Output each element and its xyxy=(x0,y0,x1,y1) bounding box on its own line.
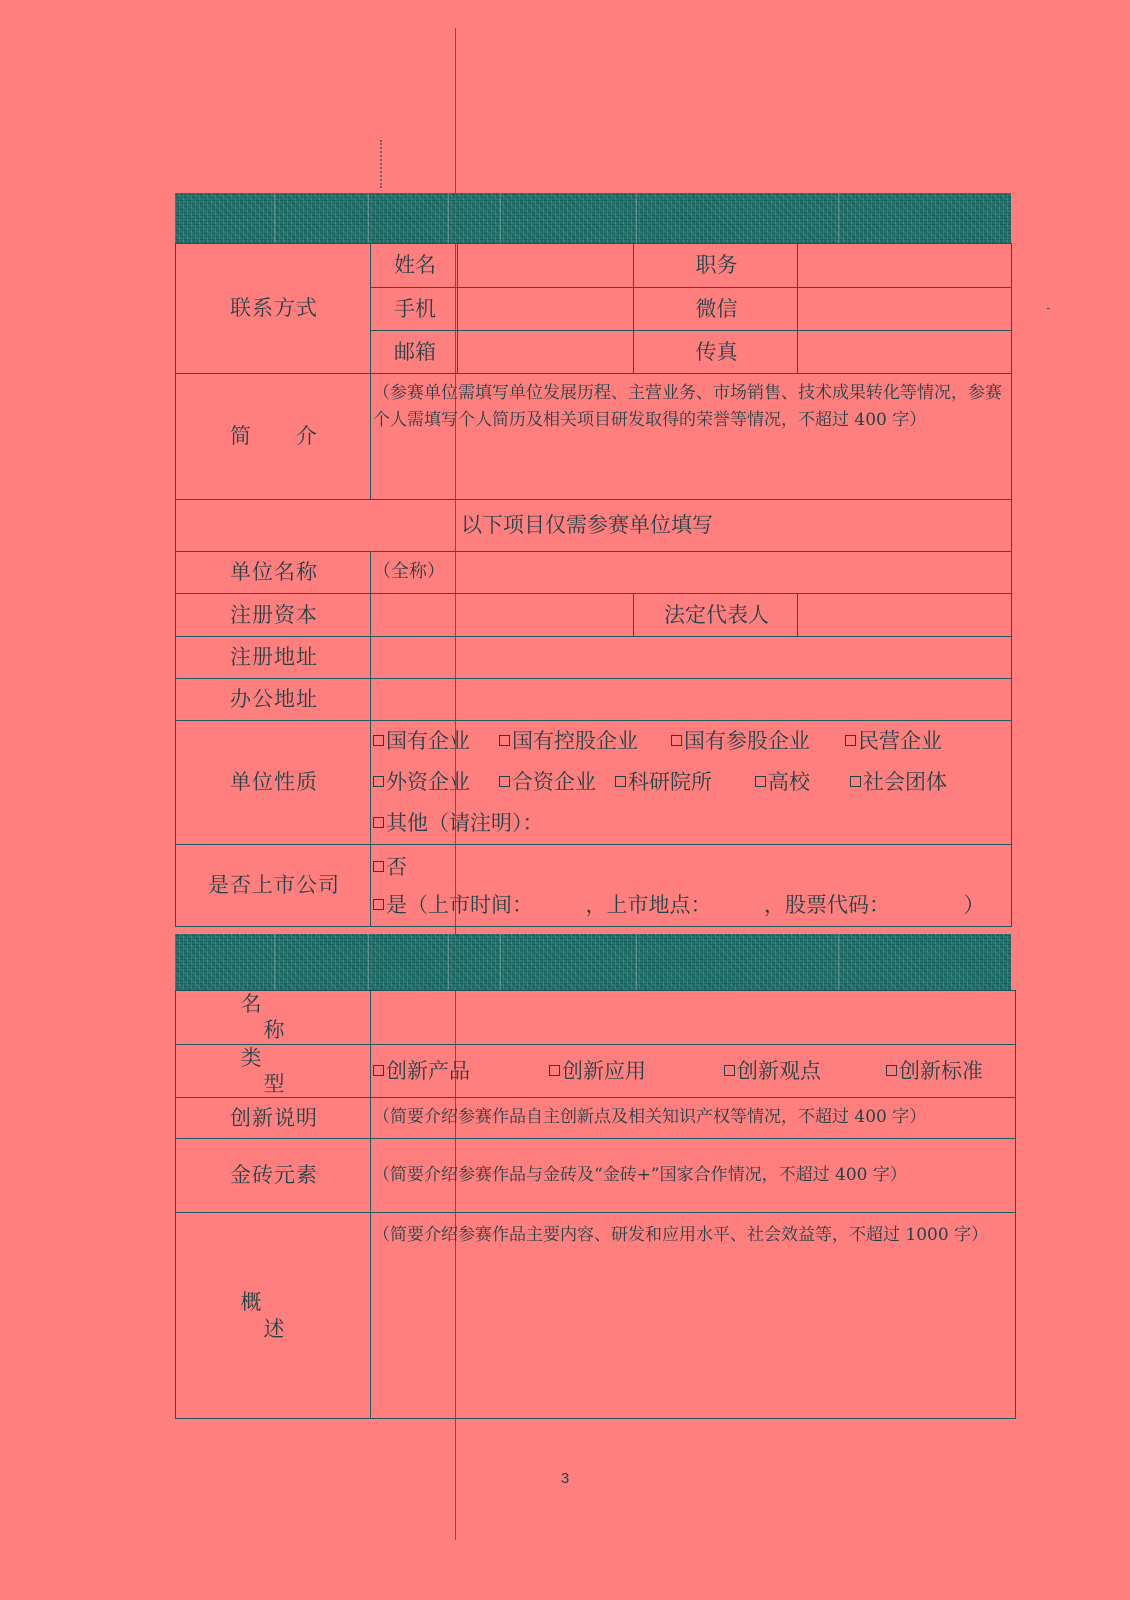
nature-option[interactable]: 民营企业 xyxy=(845,729,942,753)
summary-label: 概 述 xyxy=(176,1213,371,1419)
listed-yes-option[interactable]: 是（上市时间： ，上市地点： ，股票代码： ） xyxy=(373,893,985,917)
nature-options xyxy=(371,721,1012,845)
office-address-field[interactable] xyxy=(371,679,1012,721)
wechat-field[interactable] xyxy=(798,288,1012,331)
brics-label: 金砖元素 xyxy=(176,1139,371,1213)
checkbox-icon[interactable] xyxy=(373,776,384,787)
dotted-mark xyxy=(380,140,384,188)
intro-field[interactable]: （参赛单位需填写单位发展历程、主营业务、市场销售、技术成果转化等情况，参赛个人需填写个人简历及相关项目研发取得的荣誉等情况，不超过 400 字） xyxy=(371,374,1012,500)
reg-address-label: 注册地址 xyxy=(176,637,371,679)
nature-option[interactable]: 合资企业 xyxy=(499,762,615,803)
email-field[interactable] xyxy=(458,331,634,374)
nature-option[interactable]: 科研院所 xyxy=(615,762,755,803)
nature-option[interactable]: 外资企业 xyxy=(373,762,499,803)
work-section xyxy=(175,990,1015,1419)
nature-option[interactable]: 社会团体 xyxy=(850,770,947,794)
checkbox-icon[interactable] xyxy=(373,817,384,828)
contact-label: 联系方式 xyxy=(176,244,371,374)
legal-rep-label: 法定代表人 xyxy=(634,594,798,637)
checkbox-icon[interactable] xyxy=(373,735,384,746)
position-field[interactable] xyxy=(798,244,1012,288)
nature-option[interactable]: 国有参股企业 xyxy=(671,721,845,762)
checkbox-icon[interactable] xyxy=(724,1065,735,1076)
unit-name-label: 单位名称 xyxy=(176,552,371,594)
checkbox-icon[interactable] xyxy=(499,776,510,787)
brics-field[interactable]: （简要介绍参赛作品与金砖及“金砖+”国家合作情况，不超过 400 字） xyxy=(371,1139,1016,1213)
checkbox-icon[interactable] xyxy=(845,735,856,746)
legal-rep-field[interactable] xyxy=(798,594,1012,637)
header-band-applicant xyxy=(175,193,1011,243)
applicant-section xyxy=(175,243,1011,927)
checkbox-icon[interactable] xyxy=(755,776,766,787)
work-type-options xyxy=(371,1044,1016,1098)
nature-label: 单位性质 xyxy=(176,721,371,845)
work-name-field[interactable] xyxy=(371,991,1016,1045)
listed-no-option[interactable]: 否 xyxy=(373,855,407,879)
phone-field[interactable] xyxy=(458,288,634,331)
work-name-label: 名 称 xyxy=(176,991,371,1045)
capital-field[interactable] xyxy=(371,594,634,637)
page-number: 3 xyxy=(560,1470,570,1487)
type-option[interactable]: 创新观点 xyxy=(724,1058,886,1084)
fax-label: 传真 xyxy=(634,331,798,374)
summary-field[interactable]: （简要介绍参赛作品主要内容、研发和应用水平、社会效益等，不超过 1000 字） xyxy=(371,1213,1016,1419)
innovation-field[interactable]: （简要介绍参赛作品自主创新点及相关知识产权等情况，不超过 400 字） xyxy=(371,1098,1016,1139)
fax-field[interactable] xyxy=(798,331,1012,374)
wechat-label: 微信 xyxy=(634,288,798,331)
unit-only-notice: 以下项目仅需参赛单位填写 xyxy=(176,500,1012,552)
name-field[interactable] xyxy=(458,244,634,288)
type-option[interactable]: 创新应用 xyxy=(549,1058,724,1084)
work-type-label: 类 型 xyxy=(176,1044,371,1098)
type-option[interactable]: 创新产品 xyxy=(373,1058,549,1084)
phone-label: 手机 xyxy=(371,288,458,331)
reg-address-field[interactable] xyxy=(371,637,1012,679)
listed-label: 是否上市公司 xyxy=(176,845,371,927)
scan-speck xyxy=(1047,308,1050,309)
nature-option[interactable]: 国有控股企业 xyxy=(499,721,671,762)
name-label: 姓名 xyxy=(371,244,458,288)
nature-option[interactable]: 其他（请注明）： xyxy=(373,811,544,835)
office-address-label: 办公地址 xyxy=(176,679,371,721)
position-label: 职务 xyxy=(634,244,798,288)
checkbox-icon[interactable] xyxy=(615,776,626,787)
checkbox-icon[interactable] xyxy=(373,899,384,910)
unit-name-field[interactable]: （全称） xyxy=(371,552,1012,594)
type-option[interactable]: 创新标准 xyxy=(886,1059,983,1083)
checkbox-icon[interactable] xyxy=(886,1065,897,1076)
header-band-work xyxy=(175,934,1011,990)
nature-option[interactable]: 国有企业 xyxy=(373,721,499,762)
checkbox-icon[interactable] xyxy=(373,861,384,872)
intro-label: 简 介 xyxy=(176,374,371,500)
innovation-label: 创新说明 xyxy=(176,1098,371,1139)
email-label: 邮箱 xyxy=(371,331,458,374)
checkbox-icon[interactable] xyxy=(671,735,682,746)
capital-label: 注册资本 xyxy=(176,594,371,637)
checkbox-icon[interactable] xyxy=(499,735,510,746)
checkbox-icon[interactable] xyxy=(373,1065,384,1076)
nature-option[interactable]: 高校 xyxy=(755,762,850,803)
checkbox-icon[interactable] xyxy=(549,1065,560,1076)
checkbox-icon[interactable] xyxy=(850,776,861,787)
listed-options xyxy=(371,845,1012,927)
